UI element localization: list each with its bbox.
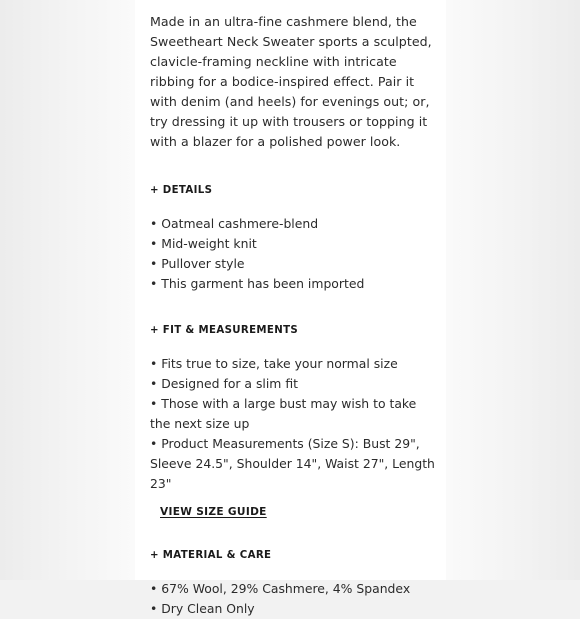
- details-list: [150, 214, 440, 294]
- fit-item: • Fits true to size, take your normal size: [150, 354, 440, 374]
- fit-item: • Product Measurements (Size S): Bust 29", Sleeve 24.5", Shoulder 14", Waist 27", Length 23": [150, 434, 440, 494]
- blurred-background-left: [0, 0, 135, 580]
- product-description: Made in an ultra-fine cashmere blend, the Sweetheart Neck Sweater sports a sculpted, clavicle-framing neckline with intricate ribbing for a bodice-inspired effect. Pair it with denim (and heels) for evenings out; or, try dressing it up with trousers or topping it with a blazer for a polished power look.: [150, 14, 432, 149]
- material-item: • 67% Wool, 29% Cashmere, 4% Spandex: [150, 579, 440, 599]
- fit-item: • Those with a large bust may wish to take the next size up: [150, 394, 440, 434]
- product-details-content: [150, 12, 440, 619]
- fit-measurements-heading[interactable]: + FIT & MEASUREMENTS: [150, 325, 299, 336]
- details-item: • Pullover style: [150, 254, 440, 274]
- details-item: • Oatmeal cashmere-blend: [150, 214, 440, 234]
- material-care-list: [150, 579, 440, 619]
- material-care-heading[interactable]: + MATERIAL & CARE: [150, 550, 272, 561]
- details-heading[interactable]: + DETAILS: [150, 185, 213, 196]
- view-size-guide-link[interactable]: VIEW SIZE GUIDE: [160, 506, 267, 518]
- material-item: • Dry Clean Only: [150, 599, 440, 619]
- product-details-panel: [135, 0, 446, 616]
- fit-measurements-list: [150, 354, 440, 494]
- fit-item: • Designed for a slim fit: [150, 374, 440, 394]
- details-item: • This garment has been imported: [150, 274, 440, 294]
- blurred-background-right: [446, 0, 580, 580]
- details-item: • Mid-weight knit: [150, 234, 440, 254]
